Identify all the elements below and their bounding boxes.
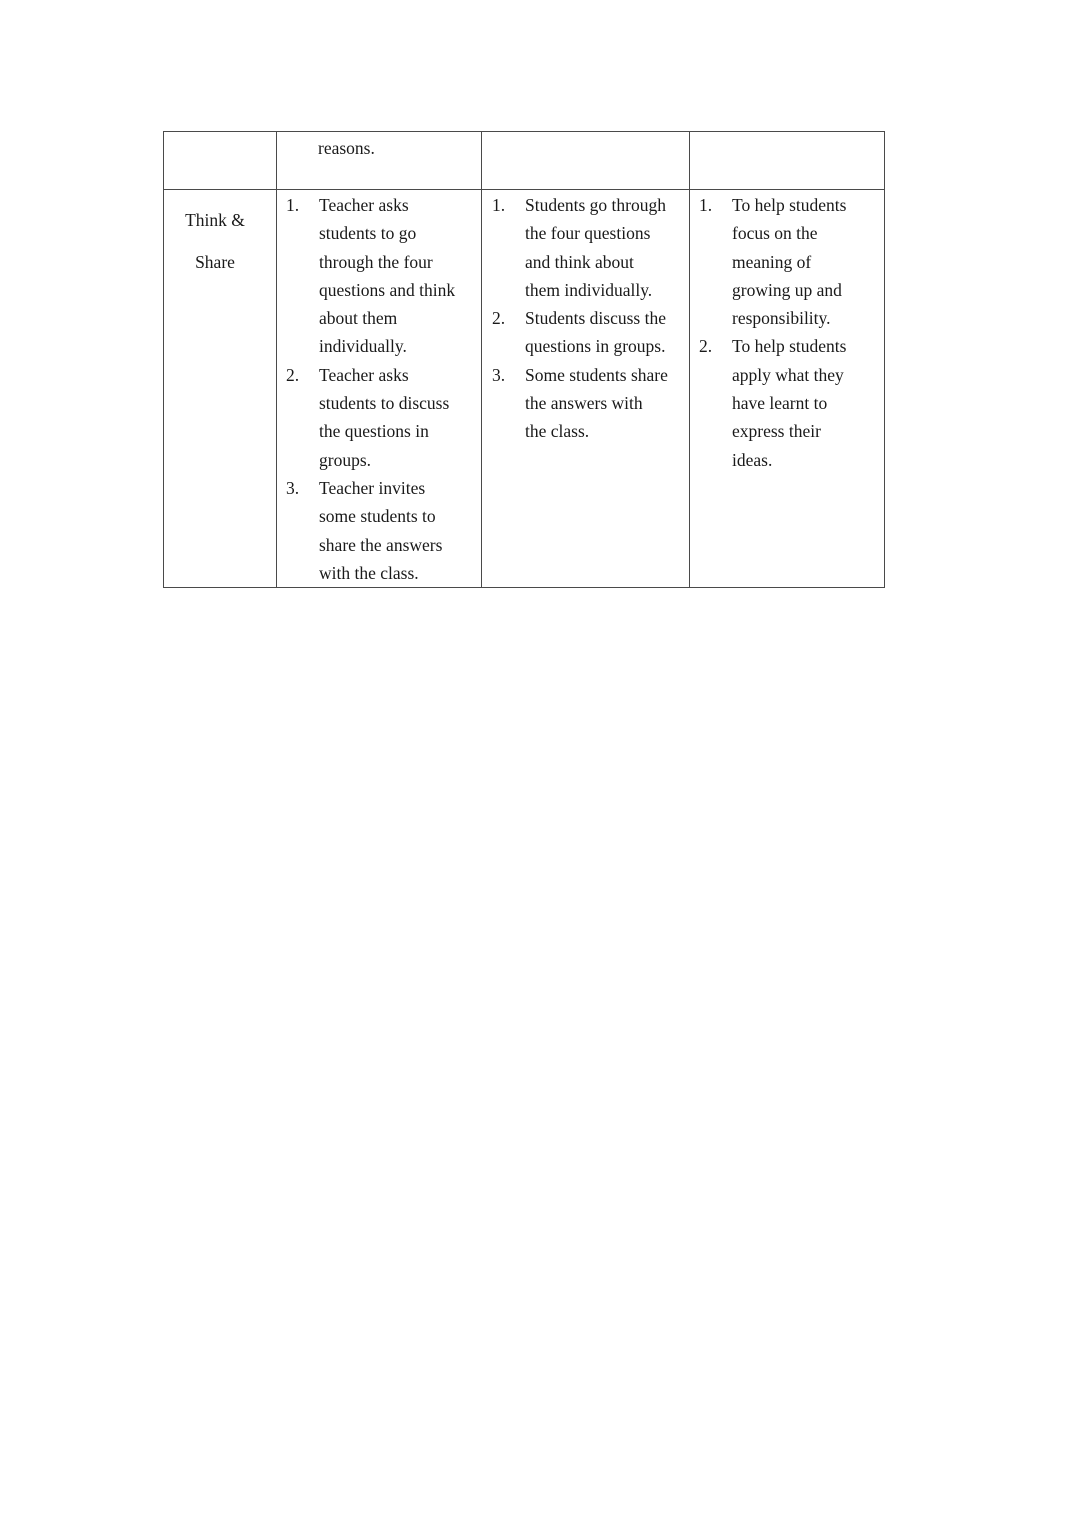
list-item: 1. Students go through the four questions and think about them individually. <box>492 195 666 300</box>
table-row-think-share <box>164 190 885 588</box>
table-row-continuation <box>164 132 885 190</box>
stage-label: Think & Share <box>185 210 245 272</box>
stage-cell-empty <box>164 132 277 190</box>
teacher-steps-list <box>277 190 481 587</box>
stage-cell <box>164 190 277 588</box>
continued-text: reasons. <box>318 138 375 158</box>
list-item: 2. Teacher asks students to discuss the questions in groups. <box>286 364 450 470</box>
list-item: 3. Teacher invites some students to share the answers with the class. <box>286 477 443 583</box>
purpose-cell <box>690 190 885 588</box>
list-item: 1. To help students focus on the meaning of growing up and responsibility. <box>699 195 847 329</box>
teacher-activity-cell <box>277 190 482 588</box>
list-item: 1. Teacher asks students to go through the four questions and think about them individually. <box>286 195 456 357</box>
list-item: 3. Some students share the answers with the class. <box>492 364 668 442</box>
list-item: 2. To help students apply what they have learnt to express their ideas. <box>699 336 847 470</box>
purpose-cell-empty <box>690 132 885 190</box>
lesson-plan-table <box>163 131 885 588</box>
teacher-activity-cell <box>277 132 482 190</box>
student-activity-cell <box>482 190 690 588</box>
purpose-list <box>690 190 884 474</box>
list-item: 2. Students discuss the questions in groups. <box>492 308 666 357</box>
student-activity-cell-empty <box>482 132 690 190</box>
student-steps-list <box>482 190 689 446</box>
